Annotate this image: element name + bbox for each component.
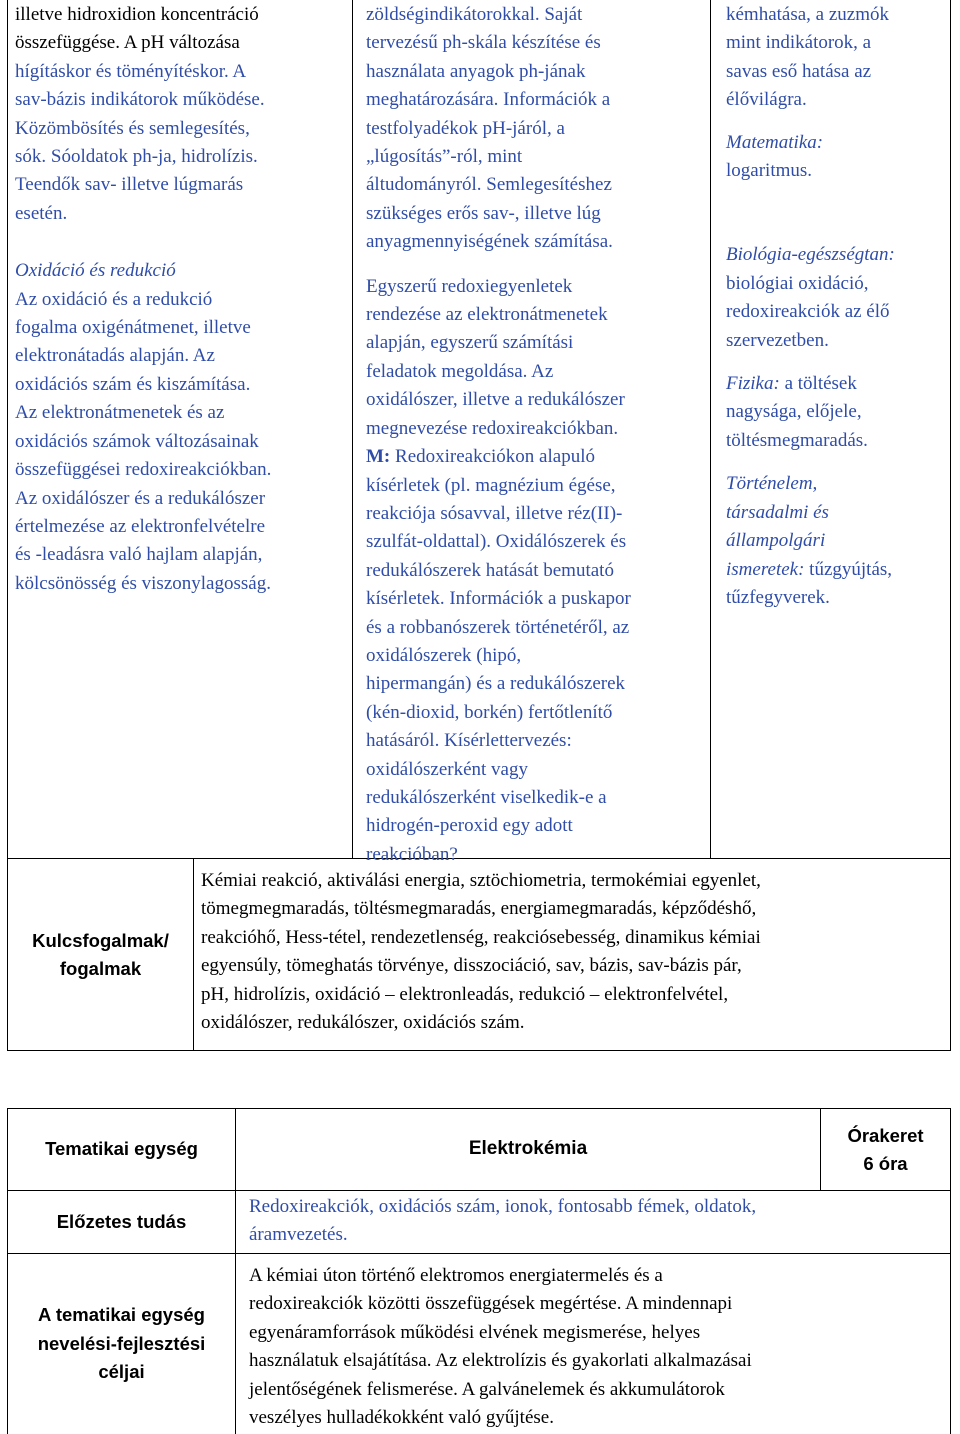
experiment-marker: M: [366, 446, 391, 468]
text-line: Az elektronátmenetek és az [15, 402, 225, 424]
text-line: meghatározására. Információk a [366, 89, 611, 111]
biology-connection [726, 241, 948, 355]
subject-label: Biológia-egészségtan: [726, 244, 895, 266]
label-line: Kulcsfogalmak/ [32, 929, 169, 951]
activities-column [366, 1, 709, 869]
text-line: redoxireakciók közötti összefüggések megértése. A mindennapi [249, 1293, 733, 1315]
text-line: megnevezése redoxireakciókban. [366, 417, 619, 439]
label-text: Tematikai egység [45, 1138, 198, 1160]
text-line: értelmezése az elektronfelvételre [15, 515, 265, 537]
column-divider-2 [710, 0, 711, 858]
label-line: céljai [98, 1361, 145, 1383]
text-line: rendezése az elektronátmenetek [366, 304, 608, 326]
text-line: összefüggése. A pH változása [15, 32, 240, 54]
label-line: fogalmak [59, 957, 142, 979]
text-line: savas eső hatása az [726, 60, 872, 82]
text-line: sav-bázis indikátorok működése. [15, 89, 265, 111]
text-line: sók. Sóoldatok ph-ja, hidrolízis. [15, 146, 258, 168]
text-line: hipermangán) és a redukálószerek [366, 673, 626, 695]
text-line: Az oxidáció és a redukció [15, 288, 213, 310]
curriculum-table [7, 0, 958, 1051]
text-span: a töltések [779, 373, 857, 395]
text-span: tűzgyújtás, [804, 558, 893, 580]
text-line: hidrogén-peroxid egy adott [366, 815, 573, 837]
text-line [726, 556, 948, 584]
text-line: használatuk elsajátítása. Az elektrolízis és gyakorlati alkalmazásai [249, 1350, 752, 1372]
goals-label [8, 1254, 235, 1434]
subject-label: állampolgári [726, 530, 826, 552]
text-line: Teendők sav- illetve lúgmarás [15, 174, 244, 196]
text-line: illetve hidroxidion koncentráció [15, 4, 259, 25]
text-line: áltudományról. Semlegesítéshez [366, 174, 612, 196]
table-border-bottom [7, 1050, 951, 1051]
text-line [726, 370, 948, 398]
oxidation-section [15, 257, 350, 598]
text-line: nagysága, előjele, [726, 401, 862, 423]
text-line: reakcióban? [366, 843, 458, 865]
section-title: Oxidáció és redukció [15, 260, 176, 282]
text-line: töltésmegmaradás. [726, 429, 868, 451]
text-line: használata anyagok ph-jának [366, 60, 586, 82]
text-line: élővilágra. [726, 89, 807, 111]
content-continued [15, 1, 350, 228]
key-concepts-text [201, 867, 949, 1037]
text-line: Az oxidálószer és a redukálószer [15, 487, 266, 509]
prior-knowledge-label [8, 1191, 235, 1253]
goals-text [249, 1262, 944, 1432]
table-border-right [950, 1108, 951, 1434]
text-line: oxidálószer, illetve a redukálószer [366, 389, 625, 411]
thematic-unit-table [7, 1108, 958, 1434]
activities-continued [366, 1, 709, 257]
text-line: szükséges erős sav-, illetve lúg [366, 202, 601, 224]
text-line: biológiai oxidáció, [726, 272, 869, 294]
text-line: Közömbösítés és semlegesítés, [15, 117, 250, 139]
text-line: oxidációs szám és kiszámítása. [15, 373, 251, 395]
kulcs-divider [193, 858, 194, 1051]
text-line: esetén. [15, 202, 68, 224]
redox-activities [366, 273, 709, 870]
text-line: (kén-dioxid, borkén) fertőtlenítő [366, 701, 613, 723]
text-line: oxidációs számok változásainak [15, 430, 259, 452]
text-line: pH, hidrolízis, oxidáció – elektronleadás, redukció – elektronfelvétel, [201, 983, 729, 1005]
text-line: feladatok megoldása. Az [366, 360, 554, 382]
text-line: tervezésű ph-skála készítése és [366, 32, 601, 54]
text-line: oxidálószerként vagy [366, 758, 528, 780]
text-line: alapján, egyszerű számítási [366, 332, 574, 354]
text-line: és -leadásra való hajlam alapján, [15, 544, 263, 566]
text-line: redukálószerek hatását bemutató [366, 559, 614, 581]
text-line: tűzfegyverek. [726, 586, 830, 608]
text-line: oxidálószer, redukálószer, oxidációs szám. [201, 1012, 525, 1034]
text-line: kísérletek. Információk a puskapor [366, 588, 631, 610]
text-line: kísérletek (pl. magnézium égése, [366, 474, 616, 496]
label-text: Előzetes tudás [56, 1210, 187, 1232]
thematic-unit-label [8, 1109, 235, 1190]
text-line: áramvezetés. [249, 1224, 348, 1246]
connections-column [726, 1, 948, 612]
text-line: veszélyes hulladékokként való gyűjtése. [249, 1407, 554, 1429]
prior-knowledge-text [249, 1193, 939, 1250]
hours-label: Órakeret [847, 1124, 924, 1146]
text-line: tömegmegmaradás, töltésmegmaradás, energiamegmaradás, képződéshő, [201, 898, 757, 920]
text-line: egyensúly, tömeghatás törvénye, disszociáció, sav, bázis, sav-bázis pár, [201, 955, 742, 977]
table-border-right [950, 0, 951, 1051]
text-line: redukálószerként viselkedik-e a [366, 786, 607, 808]
text-line [366, 443, 709, 471]
text-line: kölcsönösség és viszonylagosság. [15, 572, 271, 594]
thematic-unit-title [236, 1109, 820, 1190]
content-column [15, 1, 350, 598]
label-line: nevelési-fejlesztési [37, 1332, 206, 1354]
subject-label: Történelem, [726, 473, 818, 495]
text-line: szulfát-oldattal). Oxidálószerek és [366, 531, 627, 553]
math-connection [726, 129, 948, 186]
text-line: logaritmus. [726, 160, 813, 182]
text-span: Redoxireakciókon alapuló [390, 446, 595, 468]
text-line: elektronátadás alapján. Az [15, 345, 215, 367]
text-line: Redoxireakciók, oxidációs szám, ionok, fontosabb fémek, oldatok, [249, 1196, 757, 1217]
text-line: „lúgosítás”-ról, mint [366, 146, 523, 168]
key-concepts-label [8, 859, 193, 1050]
text-line: fogalma oxigénátmenet, illetve [15, 317, 251, 339]
history-connection [726, 470, 948, 612]
text-line: Egyszerű redoxiegyenletek [366, 275, 573, 297]
text-line: Kémiai reakció, aktiválási energia, sztöchiometria, termokémiai egyenlet, [201, 870, 761, 891]
text-line: reakcióhő, Hess-tétel, rendezetlenség, reakciósebesség, dinamikus kémiai [201, 926, 761, 948]
text-line: összefüggései redoxireakciókban. [15, 459, 272, 481]
text-line: kémhatása, a zuzmók [726, 4, 890, 25]
subject-label: Fizika: [726, 373, 780, 395]
text-line: A kémiai úton történő elektromos energiatermelés és a [249, 1265, 663, 1286]
text-line: egyenáramforrások működési elvének megismerése, helyes [249, 1321, 701, 1343]
physics-connection [726, 370, 948, 455]
text-line: redoxireakciók az élő [726, 301, 890, 323]
connections-continued [726, 1, 948, 115]
text-line: mint indikátorok, a [726, 32, 872, 54]
text-line: reakciója sósavval, illetve réz(II)- [366, 502, 623, 524]
hours-cell [821, 1109, 950, 1190]
text-line: testfolyadékok pH-járól, a [366, 117, 565, 139]
subject-label: ismeretek: [726, 558, 805, 580]
column-divider-1 [352, 0, 353, 858]
unit-title-text: Elektrokémia [468, 1138, 588, 1160]
subject-label: Matematika: [726, 131, 824, 153]
text-line: jelentőségének felismerése. A galvánelemek és akkumulátorok [249, 1378, 725, 1400]
text-line: anyagmennyiségének számítása. [366, 231, 613, 253]
text-line: zöldségindikátorokkal. Saját [366, 4, 583, 25]
subject-label: társadalmi és [726, 501, 829, 523]
text-line: és a robbanószerek történetéről, az [366, 616, 630, 638]
text-line: hígításkor és töményítéskor. A [15, 60, 247, 82]
label-line: A tematikai egység [38, 1304, 205, 1326]
hours-value: 6 óra [863, 1152, 908, 1174]
text-line: oxidálószerek (hipó, [366, 644, 522, 666]
text-line: hatásáról. Kísérlettervezés: [366, 730, 572, 752]
text-line: szervezetben. [726, 329, 829, 351]
